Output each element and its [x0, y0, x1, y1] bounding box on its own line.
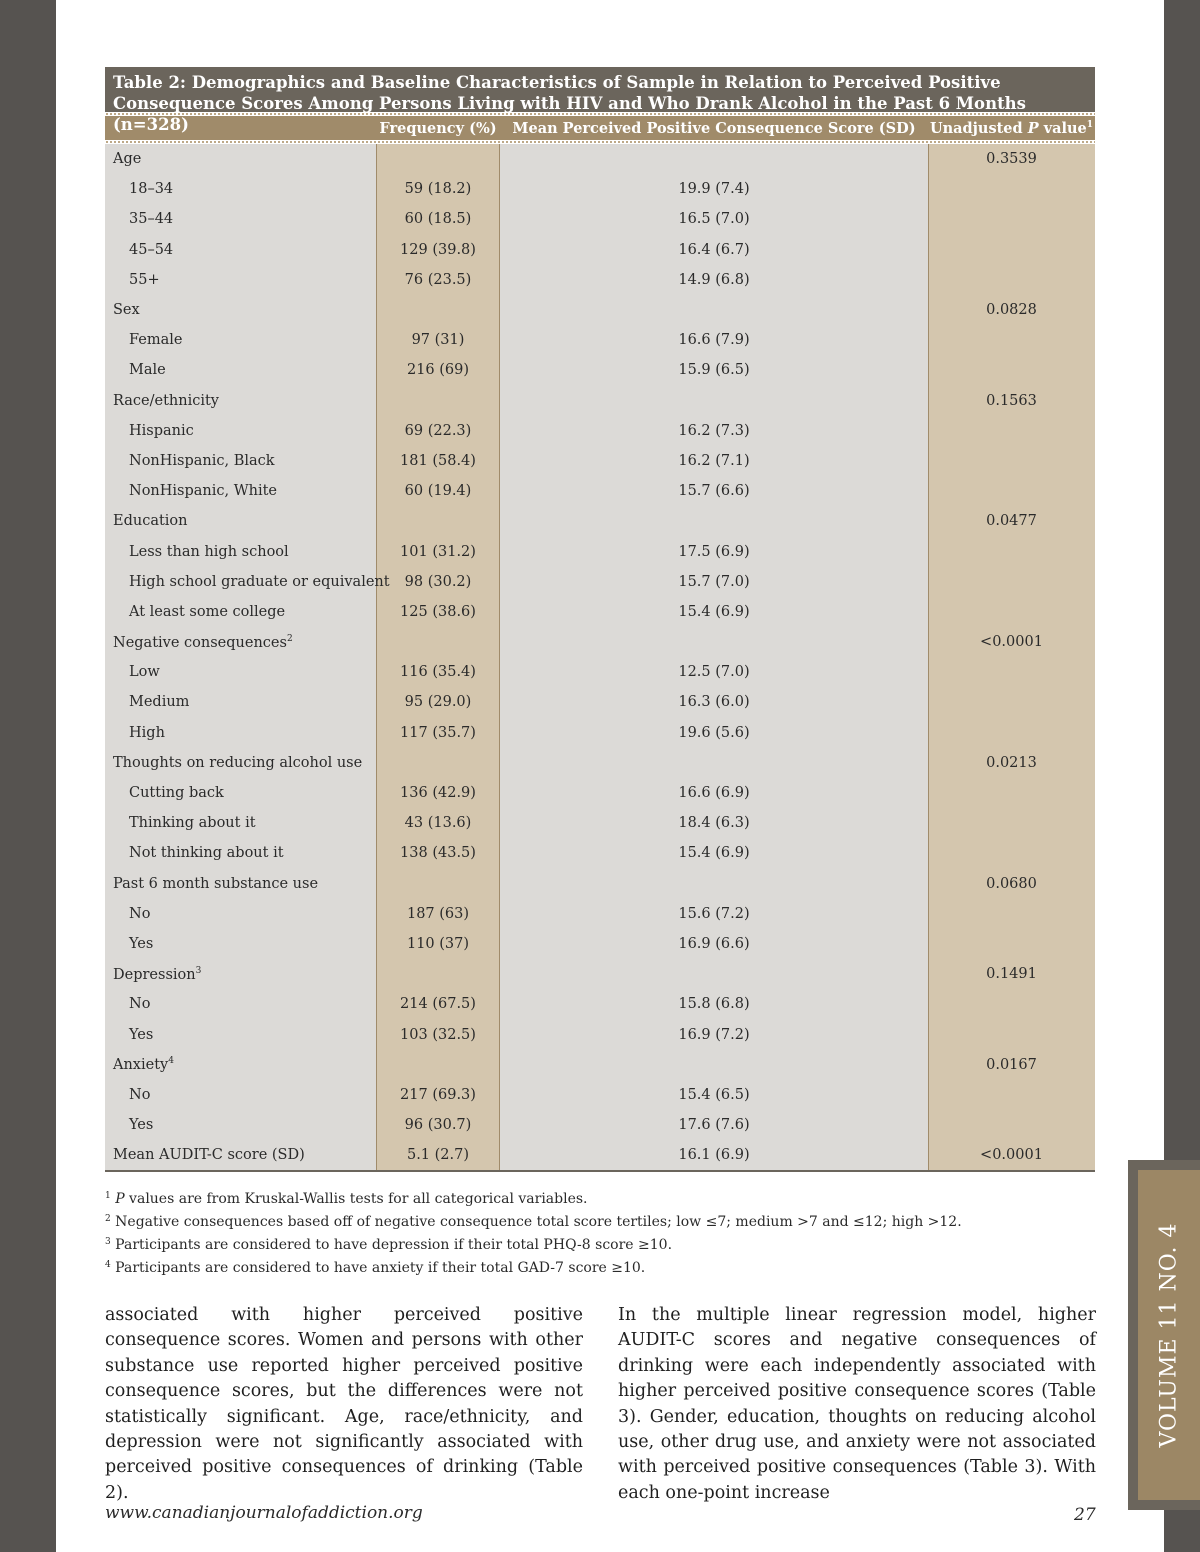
footnote: $^2$ Negative consequences based off of negative consequence total score tertiles; low ≤7; medium >7 and ≤12; high >12. — [105, 1214, 962, 1230]
row-frequency: 214 (67.5) — [400, 996, 476, 1013]
table-footnotes — [105, 1186, 1095, 1278]
row-label: No — [129, 996, 151, 1013]
row-label: NonHispanic, Black — [129, 452, 275, 469]
row-frequency: 110 (37) — [406, 935, 470, 952]
row-label: Low — [129, 664, 160, 681]
row-label: Yes — [129, 1117, 154, 1134]
row-label: Sex — [113, 302, 140, 319]
row-p-value: 0.0828 — [986, 302, 1037, 319]
row-mean-score: 15.8 (6.8) — [678, 996, 750, 1013]
row-p-value: 0.0213 — [986, 754, 1037, 771]
row-label: Thinking about it — [129, 815, 256, 832]
table-row — [105, 1019, 1095, 1049]
table-row — [105, 1050, 1095, 1080]
table-header-row — [105, 116, 1095, 140]
row-mean-score: 16.9 (6.6) — [678, 935, 750, 952]
table-row — [105, 869, 1095, 899]
table-row — [105, 959, 1095, 989]
footnote: $^4$ Participants are considered to have anxiety if their total GAD-7 score ≥10. — [105, 1260, 646, 1276]
row-label: 18–34 — [129, 181, 174, 198]
row-label: High — [129, 724, 165, 741]
table-row — [105, 778, 1095, 808]
row-label: 55+ — [129, 271, 160, 288]
row-p-value: <0.0001 — [980, 1147, 1043, 1164]
table-row — [105, 506, 1095, 536]
row-frequency: 5.1 (2.7) — [406, 1147, 470, 1164]
row-label: Anxiety$^4$ — [113, 1056, 174, 1074]
table-row — [105, 174, 1095, 204]
row-label: Thoughts on reducing alcohol use — [113, 754, 363, 771]
row-frequency: 138 (43.5) — [400, 845, 476, 862]
table-row — [105, 1110, 1095, 1140]
row-p-value: 0.1491 — [986, 966, 1037, 983]
page-number: 27 — [1074, 1505, 1096, 1525]
row-mean-score: 16.2 (7.1) — [678, 452, 750, 469]
table-title: Table 2: Demographics and Baseline Characteristics of Sample in Relation to Perceived Positive Consequence Scores Among Persons Living with HIV and Who Drank Alcohol in the Past 6 Months (n=328) — [105, 67, 1095, 112]
row-label: Mean AUDIT-C score (SD) — [113, 1147, 305, 1164]
row-mean-score: 15.6 (7.2) — [678, 905, 750, 922]
row-label: 35–44 — [129, 211, 174, 228]
table-row — [105, 929, 1095, 959]
header-mean-score: Mean Perceived Positive Consequence Score (SD) — [512, 119, 916, 137]
row-mean-score: 16.6 (7.9) — [678, 332, 750, 349]
volume-label: VOLUME 11 NO. 4 — [1156, 1222, 1182, 1448]
row-label: Past 6 month substance use — [113, 875, 319, 892]
row-frequency: 59 (18.2) — [404, 181, 472, 198]
table-row — [105, 989, 1095, 1019]
table-bottom-rule — [105, 1170, 1095, 1172]
row-label: 45–54 — [129, 241, 174, 258]
header-p-value: Unadjusted P value$^1$ — [929, 119, 1094, 137]
table-row — [105, 627, 1095, 657]
row-label: Medium — [129, 694, 190, 711]
row-frequency: 136 (42.9) — [400, 785, 476, 802]
row-label: Yes — [129, 935, 154, 952]
row-mean-score: 16.5 (7.0) — [678, 211, 750, 228]
row-label: Race/ethnicity — [113, 392, 219, 409]
data-table — [105, 67, 1095, 1172]
row-mean-score: 17.6 (7.6) — [678, 1117, 750, 1134]
row-mean-score: 19.6 (5.6) — [678, 724, 750, 741]
row-label: No — [129, 1086, 151, 1103]
row-label: Cutting back — [129, 785, 224, 802]
table-row — [105, 899, 1095, 929]
row-mean-score: 17.5 (6.9) — [678, 543, 750, 560]
row-frequency: 217 (69.3) — [400, 1086, 476, 1103]
row-frequency: 60 (19.4) — [404, 483, 472, 500]
row-frequency: 60 (18.5) — [404, 211, 472, 228]
row-mean-score: 16.1 (6.9) — [678, 1147, 750, 1164]
row-mean-score: 15.9 (6.5) — [678, 362, 750, 379]
row-label: NonHispanic, White — [129, 483, 278, 500]
row-label: Hispanic — [129, 422, 194, 439]
row-frequency: 76 (23.5) — [404, 271, 472, 288]
row-mean-score: 15.7 (6.6) — [678, 483, 750, 500]
row-frequency: 117 (35.7) — [400, 724, 476, 741]
row-label: Education — [113, 513, 188, 530]
table-row — [105, 204, 1095, 234]
table-row — [105, 687, 1095, 717]
table-row — [105, 476, 1095, 506]
table-row — [105, 1080, 1095, 1110]
journal-page — [56, 0, 1164, 1552]
row-label: Less than high school — [129, 543, 289, 560]
row-p-value: 0.3539 — [986, 151, 1037, 168]
row-frequency: 101 (31.2) — [400, 543, 476, 560]
table-row — [105, 144, 1095, 174]
footnote: $^3$ Participants are considered to have depression if their total PHQ-8 score ≥10. — [105, 1237, 673, 1253]
row-label: Depression$^3$ — [113, 965, 202, 983]
row-frequency: 96 (30.7) — [404, 1117, 472, 1134]
row-frequency: 103 (32.5) — [400, 1026, 476, 1043]
row-label: Not thinking about it — [129, 845, 284, 862]
row-mean-score: 16.9 (7.2) — [678, 1026, 750, 1043]
row-mean-score: 16.6 (6.9) — [678, 785, 750, 802]
row-label: Female — [129, 332, 183, 349]
table-row — [105, 235, 1095, 265]
row-mean-score: 15.7 (7.0) — [678, 573, 750, 590]
table-row — [105, 295, 1095, 325]
row-mean-score: 12.5 (7.0) — [678, 664, 750, 681]
row-frequency: 187 (63) — [406, 905, 470, 922]
table-row — [105, 265, 1095, 295]
table-row — [105, 416, 1095, 446]
row-label: Yes — [129, 1026, 154, 1043]
table-row — [105, 657, 1095, 687]
body-text-right: In the multiple linear regression model, higher AUDIT-C scores and negative consequences of drinking were each independently associated with higher perceived positive consequence scores (Table 3). Gender, education, thoughts on reducing alcohol use, other drug use, and anxiety were not associated with perceived positive consequences (Table 3). With each one-point increase — [618, 1305, 1096, 1503]
row-mean-score: 18.4 (6.3) — [678, 815, 750, 832]
row-frequency: 116 (35.4) — [400, 664, 476, 681]
row-frequency: 97 (31) — [411, 332, 465, 349]
row-frequency: 181 (58.4) — [400, 452, 476, 469]
row-mean-score: 14.9 (6.8) — [678, 271, 750, 288]
row-label: Negative consequences$^2$ — [113, 633, 293, 651]
row-mean-score: 19.9 (7.4) — [678, 181, 750, 198]
row-label: No — [129, 905, 151, 922]
table-row — [105, 718, 1095, 748]
row-frequency: 129 (39.8) — [400, 241, 476, 258]
row-mean-score: 16.3 (6.0) — [678, 694, 750, 711]
row-p-value: 0.0167 — [986, 1056, 1037, 1073]
row-frequency: 216 (69) — [406, 362, 470, 379]
row-frequency: 98 (30.2) — [404, 573, 472, 590]
row-mean-score: 15.4 (6.9) — [678, 845, 750, 862]
row-p-value: <0.0001 — [980, 634, 1043, 651]
row-p-value: 0.0477 — [986, 513, 1037, 530]
footer-url: www.canadianjournalofaddiction.org — [105, 1503, 423, 1523]
row-label: Male — [129, 362, 166, 379]
table-row — [105, 536, 1095, 566]
row-frequency: 69 (22.3) — [404, 422, 472, 439]
table-row — [105, 325, 1095, 355]
row-frequency: 95 (29.0) — [404, 694, 472, 711]
row-mean-score: 16.2 (7.3) — [678, 422, 750, 439]
table-row — [105, 748, 1095, 778]
row-mean-score: 15.4 (6.9) — [678, 603, 750, 620]
row-frequency: 125 (38.6) — [400, 603, 476, 620]
table-row — [105, 1140, 1095, 1170]
table-row — [105, 567, 1095, 597]
row-label: Age — [113, 151, 142, 168]
footnote: $^1$ P values are from Kruskal-Wallis tests for all categorical variables. — [105, 1191, 588, 1207]
table-row — [105, 597, 1095, 627]
row-p-value: 0.1563 — [986, 392, 1037, 409]
row-mean-score: 16.4 (6.7) — [678, 241, 750, 258]
row-label: At least some college — [129, 603, 286, 620]
table-row — [105, 446, 1095, 476]
table-body — [105, 144, 1095, 1170]
table-row — [105, 808, 1095, 838]
header-frequency: Frequency (%) — [379, 119, 497, 137]
body-text-left: associated with higher perceived positive consequence scores. Women and persons with other substance use reported higher perceived positive consequence scores, but the differences were not statistically significant. Age, race/ethnicity, and depression were not significantly associated with perceived positive consequences of drinking (Table 2). — [105, 1305, 583, 1503]
table-row — [105, 838, 1095, 868]
row-p-value: 0.0680 — [986, 875, 1037, 892]
row-label: High school graduate or equivalent — [129, 573, 390, 590]
row-mean-score: 15.4 (6.5) — [678, 1086, 750, 1103]
table-row — [105, 355, 1095, 385]
table-row — [105, 386, 1095, 416]
row-frequency: 43 (13.6) — [404, 815, 472, 832]
